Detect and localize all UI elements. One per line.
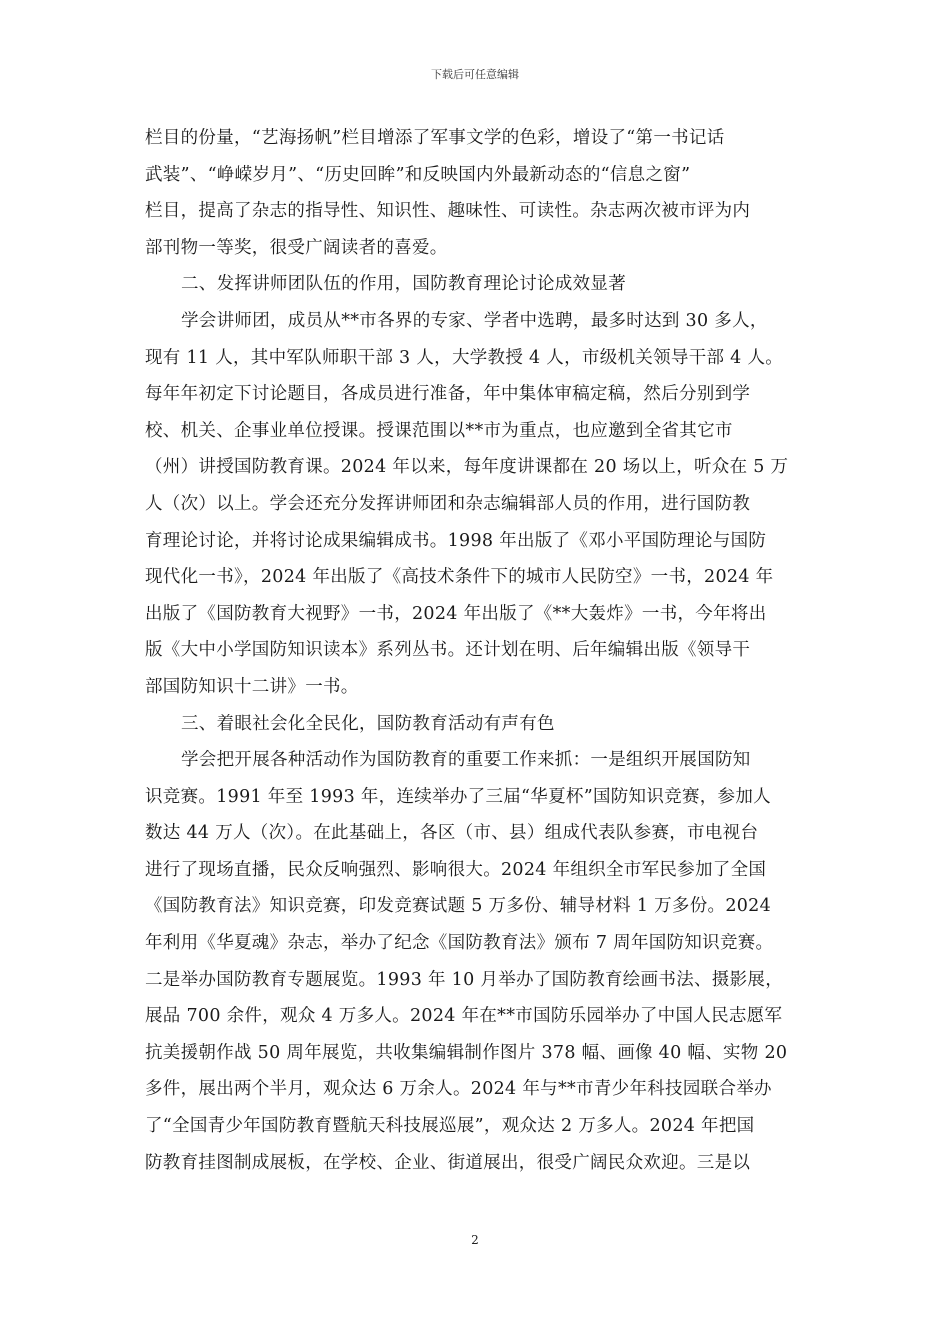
text-line: 学会把开展各种活动作为国防教育的重要工作来抓：一是组织开展国防知 — [181, 750, 751, 771]
text-line: 了“全国青少年国防教育暨航天科技展巡展”，观众达 2 万多人。2024 年把国 — [145, 1116, 755, 1137]
section-heading: 二、发挥讲师团队伍的作用，国防教育理论讨论成效显著 — [181, 274, 626, 295]
text-line: 人（次）以上。学会还充分发挥讲师团和杂志编辑部人员的作用，进行国防教 — [145, 493, 751, 514]
text-line: 识竞赛。1991 年至 1993 年，连续举办了三届“华夏杯”国防知识竞赛，参加人 — [145, 786, 771, 807]
text-line: 展品 700 余件，观众 4 万多人。2024 年在**市国防乐园举办了中国人民志愿军 — [145, 1006, 783, 1027]
text-line: 学会讲师团，成员从**市各界的专家、学者中选聘，最多时达到 30 多人， — [181, 310, 768, 331]
text-line: 抗美援朝作战 50 周年展览，共收集编辑制作图片 378 幅、画像 40 幅、实物 20 — [145, 1042, 788, 1063]
text-line: 出版了《国防教育大视野》一书，2024 年出版了《**大轰炸》一书，今年将出 — [145, 603, 767, 624]
text-line: 年利用《华夏魂》杂志，举办了纪念《国防教育法》颁布 7 周年国防知识竞赛。 — [145, 933, 774, 954]
page-number: 2 — [471, 1233, 479, 1247]
text-line: （州）讲授国防教育课。2024 年以来，每年度讲课都在 20 场以上，听众在 5 万 — [145, 457, 789, 478]
text-line: 《国防教育法》知识竞赛，印发竞赛试题 5 万多份、辅导材料 1 万多份。2024 — [145, 896, 772, 917]
text-line: 版《大中小学国防知识读本》系列丛书。还计划在明、后年编辑出版《领导干 — [145, 640, 751, 661]
text-line: 防教育挂图制成展板，在学校、企业、街道展出，很受广阔民众欢迎。三是以 — [145, 1152, 751, 1173]
document-body — [145, 120, 820, 1181]
text-line: 栏目的份量，“艺海扬帆”栏目增添了军事文学的色彩，增设了“第一书记话 — [145, 128, 725, 148]
text-line: 进行了现场直播，民众反响强烈、影响很大。2024 年组织全市军民参加了全国 — [145, 859, 767, 880]
section-heading: 三、着眼社会化全民化，国防教育活动有声有色 — [181, 713, 555, 734]
text-line: 部国防知识十二讲》一书。 — [145, 676, 359, 697]
text-line: 二是举办国防教育专题展览。1993 年 10 月举办了国防教育绘画书法、摄影展， — [145, 969, 783, 990]
text-line: 武装”、“峥嵘岁月”、“历史回眸”和反映国内外最新动态的“信息之窗” — [145, 164, 691, 185]
text-line: 校、机关、企事业单位授课。授课范围以**市为重点，也应邀到全省其它市 — [145, 420, 733, 441]
text-line: 栏目，提高了杂志的指导性、知识性、趣味性、可读性。杂志两次被市评为内 — [145, 201, 751, 222]
text-line: 多件，展出两个半月，观众达 6 万余人。2024 年与**市青少年科技园联合举办 — [145, 1079, 772, 1100]
text-line: 部刊物一等奖，很受广阔读者的喜爱。 — [145, 237, 448, 258]
text-line: 每年年初定下讨论题目，各成员进行准备，年中集体审稿定稿，然后分别到学 — [145, 384, 751, 405]
text-line: 数达 44 万人（次）。在此基础上，各区（市、县）组成代表队参赛，市电视台 — [145, 823, 759, 844]
text-line: 现代化一书》，2024 年出版了《高技术条件下的城市人民防空》一书，2024 年 — [145, 567, 774, 588]
text-line: 育理论讨论，并将讨论成果编辑成书。1998 年出版了《邓小平国防理论与国防 — [145, 530, 767, 551]
page-header: 下载后可任意编辑 — [431, 68, 519, 81]
text-line: 现有 11 人，其中军队师职干部 3 人，大学教授 4 人，市级机关领导干部 4 人。 — [145, 347, 784, 368]
